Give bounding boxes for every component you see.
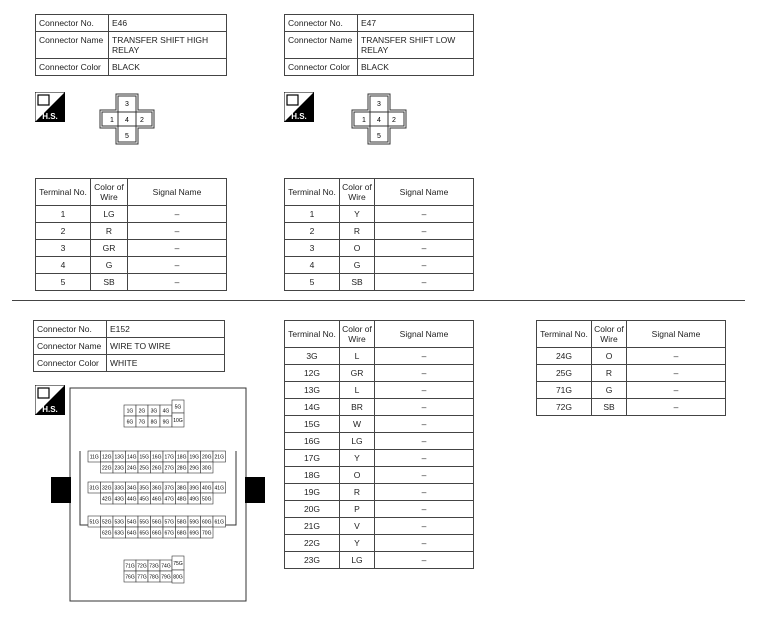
- signal-name-header: Signal Name: [375, 179, 474, 206]
- signal-name-header: Signal Name: [627, 321, 726, 348]
- cavity-label: 14G: [127, 454, 137, 461]
- table-row: [36, 274, 227, 291]
- terminal-no-cell: 19G: [285, 484, 340, 501]
- cavity-label: 20G: [202, 454, 212, 461]
- signal-name-cell: –: [375, 240, 474, 257]
- cavity-label: 27G: [164, 465, 174, 472]
- table-row: [36, 223, 227, 240]
- connector-no-label: Connector No.: [36, 15, 109, 32]
- e47-pin: 4: [377, 117, 381, 124]
- connector-name-label: Connector Name: [285, 32, 358, 59]
- connector-color-label: Connector Color: [285, 59, 358, 76]
- terminal-no-header: Terminal No.: [285, 179, 340, 206]
- e46-connector-face: [96, 90, 158, 148]
- cavity-label: 76G: [125, 574, 135, 581]
- table-row: [537, 348, 726, 365]
- wire-color-cell: R: [91, 223, 128, 240]
- cavity-label: 67G: [164, 530, 174, 537]
- table-row: [285, 348, 474, 365]
- cavity-label: 77G: [137, 574, 147, 581]
- cavity-label: 54G: [127, 519, 137, 526]
- cavity-label: 29G: [189, 465, 199, 472]
- cavity-label: 35G: [139, 485, 149, 492]
- signal-name-cell: –: [375, 348, 474, 365]
- cavity-label: 43G: [114, 496, 124, 503]
- cavity-label: 68G: [177, 530, 187, 537]
- cavity-label: 16G: [152, 454, 162, 461]
- table-row: [285, 382, 474, 399]
- cavity-label: 3G: [150, 408, 158, 415]
- cavity-label: 50G: [202, 496, 212, 503]
- e46-connector-no: E46: [109, 15, 227, 32]
- table-row: [285, 274, 474, 291]
- cavity-label: 17G: [164, 454, 174, 461]
- terminal-no-header: Terminal No.: [285, 321, 340, 348]
- cavity-label: 13G: [114, 454, 124, 461]
- table-row: [36, 206, 227, 223]
- table-row: [537, 399, 726, 416]
- cavity-label: 73G: [149, 563, 159, 570]
- e46-pin: 4: [125, 117, 129, 124]
- wire-color-cell: G: [91, 257, 128, 274]
- wire-color-cell: V: [340, 518, 375, 535]
- cavity-label: 46G: [152, 496, 162, 503]
- e47-connector-name: TRANSFER SHIFT LOW RELAY: [358, 32, 474, 59]
- terminal-no-header: Terminal No.: [537, 321, 592, 348]
- wire-color-cell: GR: [340, 365, 375, 382]
- cavity-label: 66G: [152, 530, 162, 537]
- color-of-wire-header: Color of Wire: [340, 321, 375, 348]
- cavity-label: 33G: [114, 485, 124, 492]
- cavity-label: 30G: [202, 465, 212, 472]
- cavity-label: 69G: [189, 530, 199, 537]
- cavity-label: 18G: [177, 454, 187, 461]
- cavity-label: 61G: [214, 519, 224, 526]
- cavity-label: 36G: [152, 485, 162, 492]
- table-row: [285, 484, 474, 501]
- table-row: [285, 399, 474, 416]
- signal-name-cell: –: [627, 365, 726, 382]
- wire-color-cell: LG: [91, 206, 128, 223]
- cavity-label: 74G: [161, 563, 171, 570]
- cavity-label: 70G: [202, 530, 212, 537]
- signal-name-cell: –: [627, 382, 726, 399]
- wire-color-cell: L: [340, 382, 375, 399]
- cavity-label: 8G: [150, 419, 158, 426]
- hs-icon: [35, 92, 65, 122]
- terminal-no-cell: 72G: [537, 399, 592, 416]
- signal-name-cell: –: [375, 206, 474, 223]
- table-row: [285, 518, 474, 535]
- signal-name-cell: –: [375, 467, 474, 484]
- signal-name-cell: –: [375, 535, 474, 552]
- table-row: [36, 240, 227, 257]
- e47-pin: 3: [377, 101, 381, 108]
- table-row: [285, 240, 474, 257]
- wire-color-cell: SB: [340, 274, 375, 291]
- e46-pin: 2: [140, 117, 144, 124]
- hs-icon: [284, 92, 314, 122]
- cavity-label: 41G: [214, 485, 224, 492]
- cavity-label: 15G: [139, 454, 149, 461]
- cavity-label: 22G: [102, 465, 112, 472]
- wire-color-cell: GR: [91, 240, 128, 257]
- e152-connector-no: E152: [107, 321, 225, 338]
- cavity-label: 80G: [173, 574, 183, 581]
- cavity-label: 31G: [89, 485, 99, 492]
- cavity-label: 32G: [102, 485, 112, 492]
- cavity-label: 60G: [202, 519, 212, 526]
- signal-name-cell: –: [375, 501, 474, 518]
- cavity-label: 47G: [164, 496, 174, 503]
- wire-color-cell: R: [340, 484, 375, 501]
- cavity-label: 4G: [162, 408, 170, 415]
- terminal-no-cell: 20G: [285, 501, 340, 518]
- e46-pin: 1: [110, 117, 114, 124]
- cavity-label: 38G: [177, 485, 187, 492]
- terminal-no-cell: 18G: [285, 467, 340, 484]
- cavity-label: 42G: [102, 496, 112, 503]
- e46-terminal-table: [35, 178, 227, 291]
- terminal-no-cell: 16G: [285, 433, 340, 450]
- cavity-label: 9G: [162, 419, 170, 426]
- terminal-no-cell: 1: [285, 206, 340, 223]
- cavity-label: 49G: [189, 496, 199, 503]
- cavity-label: 58G: [177, 519, 187, 526]
- cavity-label: 34G: [127, 485, 137, 492]
- cavity-label: 63G: [114, 530, 124, 537]
- table-row: [285, 257, 474, 274]
- e47-connector-info: [284, 14, 474, 76]
- terminal-no-cell: 13G: [285, 382, 340, 399]
- e152-terminal-table-a: [284, 320, 474, 569]
- cavity-label: 37G: [164, 485, 174, 492]
- cavity-label: 57G: [164, 519, 174, 526]
- wire-color-cell: Y: [340, 206, 375, 223]
- table-row: [285, 365, 474, 382]
- signal-name-cell: –: [128, 274, 227, 291]
- e46-pin: 5: [125, 133, 129, 140]
- signal-name-header: Signal Name: [375, 321, 474, 348]
- hs-label: H.S.: [42, 112, 58, 121]
- hs-label: H.S.: [42, 405, 58, 414]
- cavity-label: 7G: [138, 419, 146, 426]
- signal-name-cell: –: [375, 518, 474, 535]
- signal-name-cell: –: [375, 382, 474, 399]
- wire-color-cell: O: [340, 467, 375, 484]
- terminal-no-cell: 71G: [537, 382, 592, 399]
- table-row: [537, 382, 726, 399]
- table-row: [285, 206, 474, 223]
- cavity-label: 26G: [152, 465, 162, 472]
- signal-name-cell: –: [375, 484, 474, 501]
- e152-terminal-table-b: [536, 320, 726, 416]
- e152-connector-info: [33, 320, 225, 372]
- e152-cavities: [88, 400, 226, 583]
- table-row: [285, 467, 474, 484]
- cavity-label: 19G: [189, 454, 199, 461]
- color-of-wire-header: Color of Wire: [91, 179, 128, 206]
- cavity-label: 10G: [173, 418, 183, 424]
- terminal-no-cell: 15G: [285, 416, 340, 433]
- terminal-no-cell: 4: [285, 257, 340, 274]
- e47-pin: 2: [392, 117, 396, 124]
- signal-name-cell: –: [375, 274, 474, 291]
- table-row: [36, 257, 227, 274]
- cavity-label: 25G: [139, 465, 149, 472]
- e152-connector-color: WHITE: [107, 355, 225, 372]
- cavity-label: 72G: [137, 563, 147, 570]
- cavity-label: 23G: [114, 465, 124, 472]
- cavity-label: 62G: [102, 530, 112, 537]
- wire-color-cell: BR: [340, 399, 375, 416]
- terminal-no-cell: 5: [285, 274, 340, 291]
- terminal-no-cell: 4: [36, 257, 91, 274]
- table-row: [285, 416, 474, 433]
- cavity-label: 53G: [114, 519, 124, 526]
- connector-name-label: Connector Name: [36, 32, 109, 59]
- wire-color-cell: LG: [340, 433, 375, 450]
- signal-name-cell: –: [375, 257, 474, 274]
- cavity-label: 6G: [126, 419, 134, 426]
- connector-no-label: Connector No.: [285, 15, 358, 32]
- signal-name-cell: –: [627, 348, 726, 365]
- table-row: [285, 450, 474, 467]
- color-of-wire-header: Color of Wire: [340, 179, 375, 206]
- e46-pin: 3: [125, 101, 129, 108]
- e152-connector-name: WIRE TO WIRE: [107, 338, 225, 355]
- wire-color-cell: SB: [592, 399, 627, 416]
- table-row: [285, 501, 474, 518]
- table-row: [285, 223, 474, 240]
- terminal-no-header: Terminal No.: [36, 179, 91, 206]
- cavity-label: 48G: [177, 496, 187, 503]
- signal-name-cell: –: [627, 399, 726, 416]
- wire-color-cell: L: [340, 348, 375, 365]
- terminal-no-cell: 1: [36, 206, 91, 223]
- cavity-label: 71G: [125, 563, 135, 570]
- cavity-label: 1G: [126, 408, 134, 415]
- cavity-label: 28G: [177, 465, 187, 472]
- terminal-no-cell: 2: [36, 223, 91, 240]
- connector-name-label: Connector Name: [34, 338, 107, 355]
- wire-color-cell: Y: [340, 535, 375, 552]
- wire-color-cell: O: [592, 348, 627, 365]
- terminal-no-cell: 3: [36, 240, 91, 257]
- signal-name-cell: –: [375, 399, 474, 416]
- e47-connector-no: E47: [358, 15, 474, 32]
- connector-color-label: Connector Color: [34, 355, 107, 372]
- hs-label: H.S.: [291, 112, 307, 121]
- terminal-no-cell: 12G: [285, 365, 340, 382]
- e47-pin: 1: [362, 117, 366, 124]
- cavity-label: 51G: [89, 519, 99, 526]
- signal-name-cell: –: [375, 450, 474, 467]
- cavity-label: 21G: [214, 454, 224, 461]
- wire-color-cell: O: [340, 240, 375, 257]
- signal-name-cell: –: [375, 223, 474, 240]
- cavity-label: 12G: [102, 454, 112, 461]
- signal-name-cell: –: [128, 206, 227, 223]
- e47-connector-face: [348, 90, 410, 148]
- cavity-label: 52G: [102, 519, 112, 526]
- e46-connector-name: TRANSFER SHIFT HIGH RELAY: [109, 32, 227, 59]
- cavity-label: 65G: [139, 530, 149, 537]
- terminal-no-cell: 24G: [537, 348, 592, 365]
- terminal-no-cell: 14G: [285, 399, 340, 416]
- table-row: [285, 552, 474, 569]
- wire-color-cell: LG: [340, 552, 375, 569]
- terminal-no-cell: 23G: [285, 552, 340, 569]
- terminal-no-cell: 2: [285, 223, 340, 240]
- signal-name-header: Signal Name: [128, 179, 227, 206]
- wire-color-cell: SB: [91, 274, 128, 291]
- wire-color-cell: G: [340, 257, 375, 274]
- cavity-label: 11G: [89, 454, 99, 461]
- terminal-no-cell: 21G: [285, 518, 340, 535]
- cavity-label: 44G: [127, 496, 137, 503]
- table-row: [285, 433, 474, 450]
- e46-connector-color: BLACK: [109, 59, 227, 76]
- signal-name-cell: –: [128, 257, 227, 274]
- terminal-no-cell: 5: [36, 274, 91, 291]
- cavity-label: 39G: [189, 485, 199, 492]
- wire-color-cell: R: [340, 223, 375, 240]
- wire-color-cell: R: [592, 365, 627, 382]
- cavity-label: 78G: [149, 574, 159, 581]
- table-row: [285, 535, 474, 552]
- wire-color-cell: W: [340, 416, 375, 433]
- e47-connector-color: BLACK: [358, 59, 474, 76]
- signal-name-cell: –: [375, 433, 474, 450]
- wire-color-cell: G: [592, 382, 627, 399]
- e47-terminal-table: [284, 178, 474, 291]
- cavity-label: 59G: [189, 519, 199, 526]
- signal-name-cell: –: [128, 240, 227, 257]
- signal-name-cell: –: [128, 223, 227, 240]
- terminal-no-cell: 17G: [285, 450, 340, 467]
- wire-color-cell: Y: [340, 450, 375, 467]
- e47-pin: 5: [377, 133, 381, 140]
- cavity-label: 55G: [139, 519, 149, 526]
- cavity-label: 79G: [161, 574, 171, 581]
- section-divider: [12, 300, 745, 301]
- color-of-wire-header: Color of Wire: [592, 321, 627, 348]
- signal-name-cell: –: [375, 416, 474, 433]
- terminal-no-cell: 25G: [537, 365, 592, 382]
- table-row: [537, 365, 726, 382]
- terminal-no-cell: 3: [285, 240, 340, 257]
- e152-connector-face: [50, 385, 268, 605]
- cavity-label: 2G: [138, 408, 146, 415]
- terminal-no-cell: 22G: [285, 535, 340, 552]
- wire-color-cell: P: [340, 501, 375, 518]
- cavity-label: 75G: [173, 561, 183, 567]
- cavity-label: 56G: [152, 519, 162, 526]
- connector-color-label: Connector Color: [36, 59, 109, 76]
- cavity-label: 24G: [127, 465, 137, 472]
- cavity-label: 5G: [174, 404, 182, 411]
- signal-name-cell: –: [375, 365, 474, 382]
- connector-no-label: Connector No.: [34, 321, 107, 338]
- cavity-label: 40G: [202, 485, 212, 492]
- cavity-label: 64G: [127, 530, 137, 537]
- cavity-label: 45G: [139, 496, 149, 503]
- e46-connector-info: [35, 14, 227, 76]
- terminal-no-cell: 3G: [285, 348, 340, 365]
- signal-name-cell: –: [375, 552, 474, 569]
